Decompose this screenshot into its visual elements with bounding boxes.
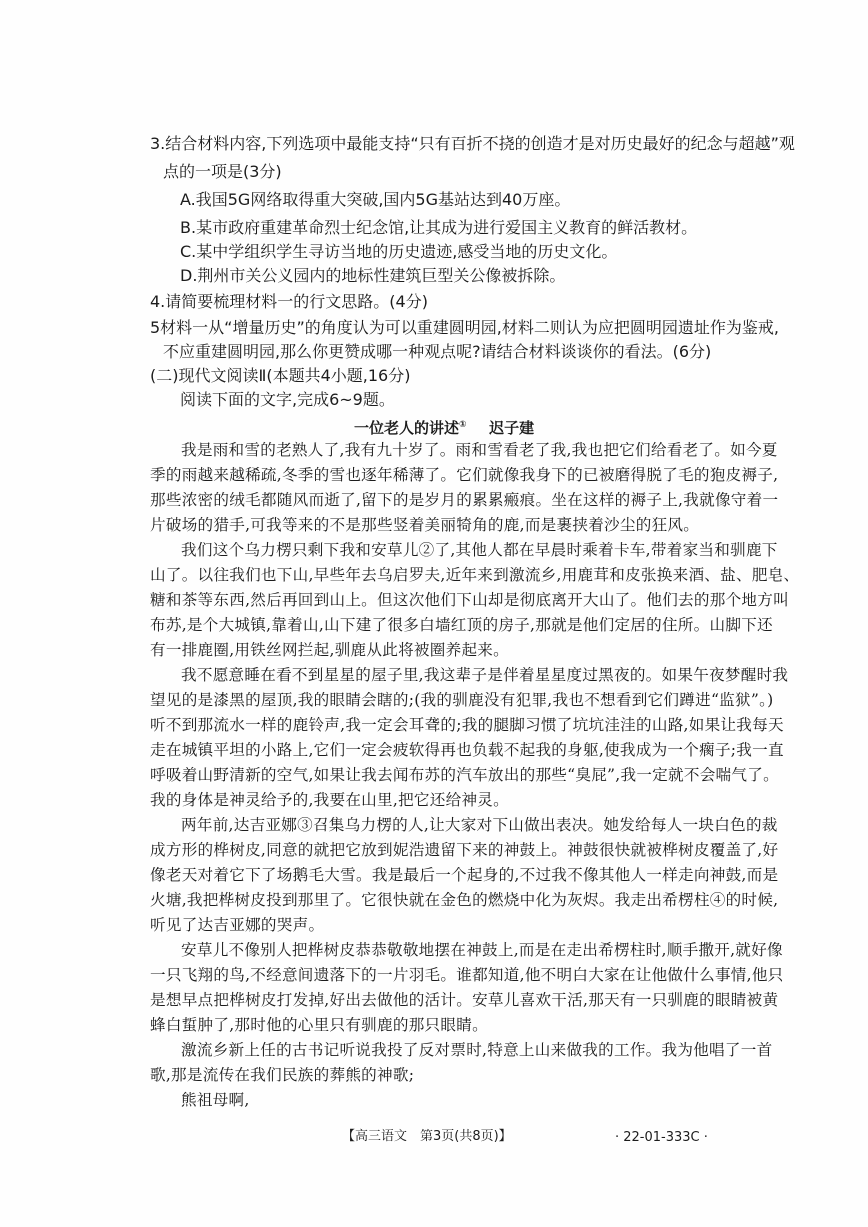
article-title: 一位老人的讲述 bbox=[354, 419, 460, 437]
question-4: 4.请简要梳理材料一的行文思路。(4分) bbox=[150, 292, 428, 311]
article-line: 安草儿不像别人把桦树皮恭恭敬敬地摆在神鼓上,而是在走出希楞柱时,顺手撒开,就好像 bbox=[181, 941, 783, 959]
page-footer-code: · 22-01-333C · bbox=[615, 1130, 708, 1145]
article-title-row bbox=[354, 415, 534, 438]
article-line: 有一排鹿圈,用铁丝网拦起,驯鹿从此将被圈养起来。 bbox=[150, 641, 509, 659]
article-line: 糖和茶等东西,然后再回到山上。但这次他们下山却是彻底离开大山了。他们去的那个地方叫 bbox=[150, 591, 789, 609]
option-b: B.某市政府重建革命烈士纪念馆,让其成为进行爱国主义教育的鲜活教材。 bbox=[180, 218, 698, 237]
article-line: 山了。以往我们也下山,早些年去乌启罗夫,近年来到激流乡,用鹿茸和皮张换来酒、盐、肥皂、 bbox=[150, 566, 800, 584]
article-line: 走在城镇平坦的小路上,它们一定会疲软得再也负载不起我的身躯,使我成为一个瘸子;我一直 bbox=[150, 741, 784, 759]
article-line: 我不愿意睡在看不到星星的屋子里,我这辈子是伴着星星度过黑夜的。如果午夜梦醒时我 bbox=[181, 666, 789, 684]
question-5-line-1: 5材料一从“增量历史”的角度认为可以重建圆明园,材料二则认为应把圆明园遗址作为鉴戒, bbox=[150, 318, 779, 337]
article-line: 两年前,达吉亚娜③召集乌力楞的人,让大家对下山做出表决。她发给每人一块白色的裁 bbox=[181, 816, 778, 834]
option-c: C.某中学组织学生寻访当地的历史遗迹,感受当地的历史文化。 bbox=[180, 242, 618, 261]
article-line: 像老天对着它下了场鹅毛大雪。我是最后一个起身的,不过我不像其他人一样走向神鼓,而是 bbox=[150, 866, 779, 884]
article-line: 呼吸着山野清新的空气,如果让我去闻布苏的汽车放出的那些“臭屁”,我一定就不会喘气了。 bbox=[150, 766, 779, 784]
article-line: 布苏,是个大城镇,靠着山,山下建了很多白墙红顶的房子,那就是他们定居的住所。山脚下还 bbox=[150, 616, 773, 634]
article-line: 我们这个乌力楞只剩下我和安草儿②了,其他人都在早晨时乘着卡车,带着家当和驯鹿下 bbox=[181, 541, 778, 559]
article-line: 火塘,我把桦树皮投到那里了。它很快就在金色的燃烧中化为灰烬。我走出希楞柱④的时候, bbox=[150, 891, 779, 909]
article-line: 歌,那是流传在我们民族的葬熊的神歌; bbox=[150, 1066, 415, 1084]
article-line: 成方形的桦树皮,同意的就把它放到妮浩遗留下来的神鼓上。神鼓很快就被桦树皮覆盖了,好 bbox=[150, 841, 779, 859]
article-line: 听见了达吉亚娜的哭声。 bbox=[150, 916, 325, 934]
article-line: 一只飞翔的鸟,不经意间遗落下的一片羽毛。谁都知道,他不明白大家在让他做什么事情,他只 bbox=[150, 966, 784, 984]
section-heading: (二)现代文阅读Ⅱ(本题共4小题,16分) bbox=[150, 366, 411, 385]
article-line: 激流乡新上任的古书记听说我投了反对票时,特意上山来做我的工作。我为他唱了一首 bbox=[181, 1041, 773, 1059]
section-instruction: 阅读下面的文字,完成6~9题。 bbox=[180, 390, 395, 409]
question-5-line-2: 不应重建圆明园,那么你更赞成哪一种观点呢?请结合材料谈谈你的看法。(6分) bbox=[163, 342, 712, 361]
article-line: 那些浓密的绒毛都随风而逝了,留下的是岁月的累累瘢痕。坐在这样的褥子上,我就像守着一 bbox=[150, 491, 779, 509]
option-d: D.荆州市关公义园内的地标性建筑巨型关公像被拆除。 bbox=[180, 266, 566, 285]
article-line: 蜂白蜇肿了,那时他的心里只有驯鹿的那只眼睛。 bbox=[150, 1016, 488, 1034]
article-title-footnote: ① bbox=[459, 420, 467, 430]
article-line: 片破场的猎手,可我等来的不是那些竖着美丽犄角的鹿,而是裹挟着沙尘的狂风。 bbox=[150, 516, 700, 534]
article-line: 我是雨和雪的老熟人了,我有九十岁了。雨和雪看老了我,我也把它们给看老了。如今夏 bbox=[181, 441, 778, 459]
article-author: 迟子建 bbox=[489, 419, 535, 437]
option-a: A.我国5G网络取得重大突破,国内5G基站达到40万座。 bbox=[180, 190, 571, 209]
article-line: 听不到那流水一样的鹿铃声,我一定会耳聋的;我的腿脚习惯了坑坑洼洼的山路,如果让我每天 bbox=[150, 716, 784, 734]
article-line: 望见的是漆黑的屋顶,我的眼睛会瞎的;(我的驯鹿没有犯罪,我也不想看到它们蹲进“监狱”。) bbox=[150, 691, 774, 709]
article-line: 季的雨越来越稀疏,冬季的雪也逐年稀薄了。它们就像我身下的已被磨得脱了毛的狍皮褥子, bbox=[150, 466, 779, 484]
question-3-line-1: 3.结合材料内容,下列选项中最能支持“只有百折不挠的创造才是对历史最好的纪念与超越”观 bbox=[150, 134, 795, 153]
article-line: 我的身体是神灵给予的,我要在山里,把它还给神灵。 bbox=[150, 791, 509, 809]
page-footer-label: 【高三语文 第3页(共8页)】 bbox=[342, 1129, 512, 1144]
article-line: 是想早点把桦树皮打发掉,好出去做他的活计。安草儿喜欢干活,那天有一只驯鹿的眼睛被黄 bbox=[150, 991, 779, 1009]
article-line: 熊祖母啊, bbox=[181, 1091, 250, 1109]
question-3-line-2: 点的一项是(3分) bbox=[163, 162, 282, 181]
